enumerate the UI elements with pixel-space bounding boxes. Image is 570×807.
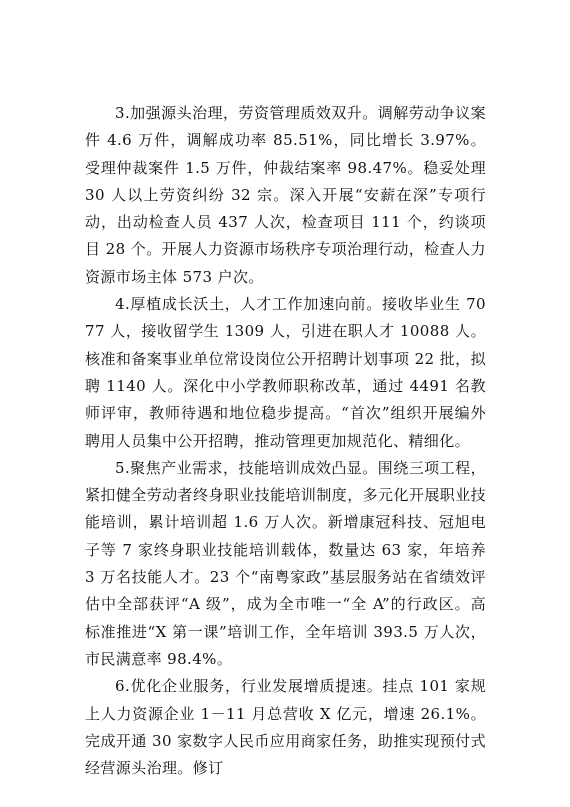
paragraph-talent-work: 4.厚植成长沃土，人才工作加速向前。接收毕业生 7077 人，接收留学生 1309 人，引进在职人才 10088 人。核准和备案事业单位常设岗位公开招聘计划事项 22 批，拟聘 1140 人。深化中小学教师职称改革，通过 4491 名教师评审，教师待遇和地位稳步提高。“首次”组织开展编外聘用人员集中公开招聘，推动管理更加规范化、精细化。: [85, 295, 486, 450]
paragraph-skills-training: 5.聚焦产业需求，技能培训成效凸显。围绕三项工程，紧扣健全劳动者终身职业技能培训制度，多元化开展职业技能培训，累计培训超 1.6 万人次。新增康冠科技、冠旭电子等 7 家终身职业技能培训载体，数量达 63 家，年培养 3 万名技能人才。23 个“南粤家政”基层服务站在省绩效评估中全部获评“A 级”，成为全市唯一“全 A”的行政区。高标准推进“X 第一课”培训工作，全年培训 393.5 万人次，市民满意率 98.4%。: [85, 458, 486, 668]
paragraph-labor-management: 3.加强源头治理，劳资管理质效双升。调解劳动争议案件 4.6 万件，调解成功率 85.51%，同比增长 3.97%。受理仲裁案件 1.5 万件，仲裁结案率 98.47%。稳妥处理 30 人以上劳资纠纷 32 宗。深入开展“安薪在深”专项行动，出动检查人员 437 人次，检查项目 111 个，约谈项目 28 个。开展人力资源市场秩序专项治理行动，检查人力资源市场主体 573 户次。: [85, 104, 486, 286]
paragraph-enterprise-services: 6.优化企业服务，行业发展增质提速。挂点 101 家规上人力资源企业 1－11 月总营收 X 亿元，增速 26.1%。完成开通 30 家数字人民币应用商家任务，助推实现预付式经营源头治理。修订: [85, 677, 486, 778]
